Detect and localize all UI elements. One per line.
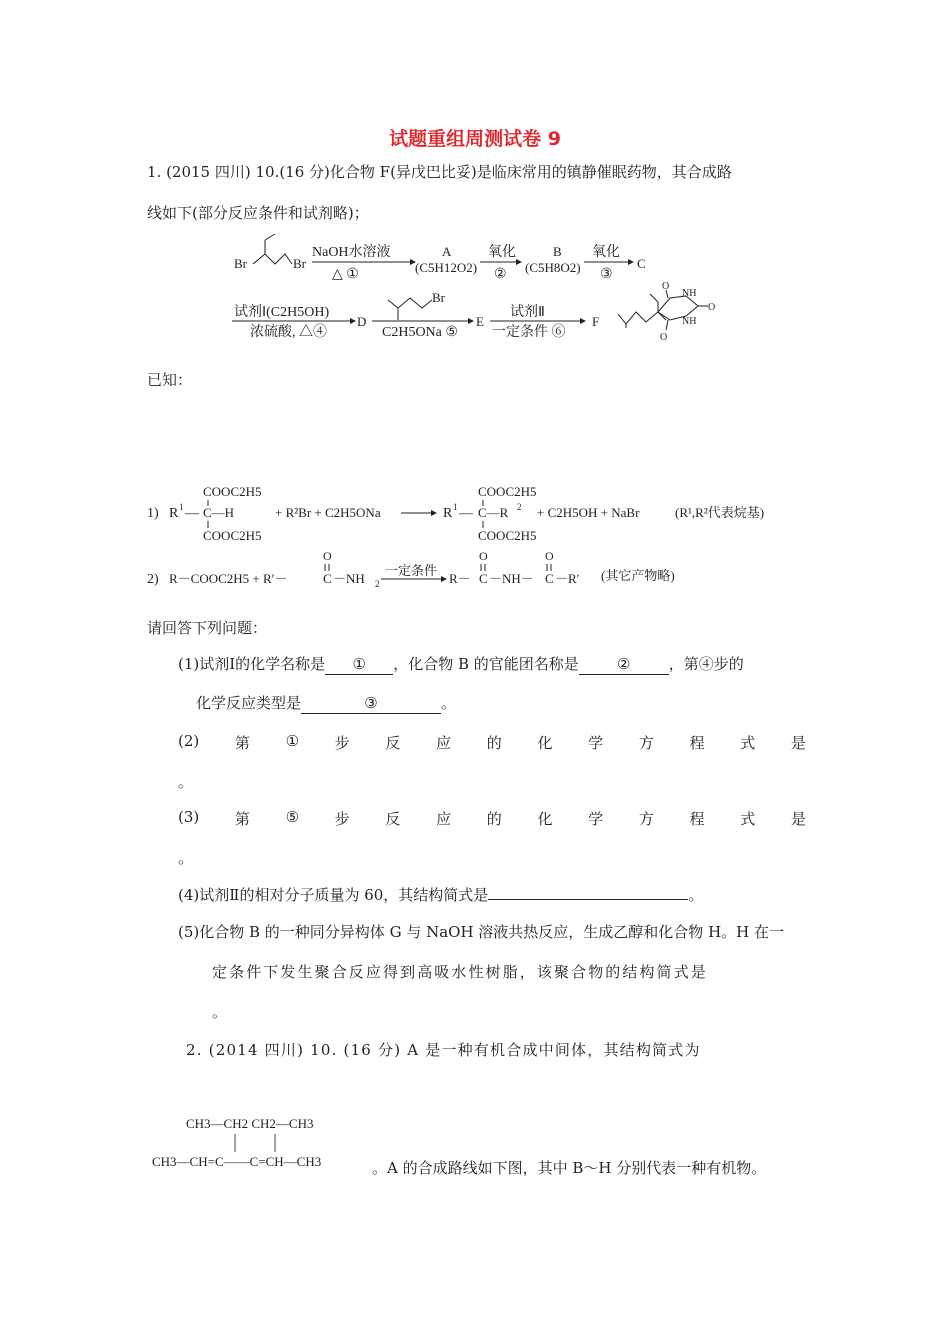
sub1-blank-1[interactable]: ① bbox=[325, 654, 393, 675]
q2-intro: 2. (2014 四川) 10. (16 分) A 是一种有机合成中间体，其结构简式为 bbox=[186, 1041, 701, 1059]
arrow3-top: 氧化 bbox=[592, 245, 620, 260]
arrow4-top: 试剂Ⅰ(C2H5OH) bbox=[234, 305, 330, 320]
rule2-oxygen-3: O bbox=[545, 549, 554, 563]
rule1-byproducts: + C2H5OH + NaBr bbox=[537, 505, 640, 520]
svg-text:2: 2 bbox=[517, 502, 522, 512]
rule2-product-mid: －NH－ bbox=[489, 571, 534, 586]
ring-o-bottom: O bbox=[660, 332, 668, 343]
rule2-oxygen-2: O bbox=[479, 549, 488, 563]
sub5-end: 。 bbox=[212, 1003, 228, 1021]
arrow1-bottom: △ ① bbox=[332, 267, 359, 282]
rule2-number: 2) bbox=[147, 572, 159, 587]
questions-prompt: 请回答下列问题： bbox=[147, 619, 268, 637]
ring-o-right: O bbox=[708, 302, 716, 313]
sub1-text-d: 化学反应类型是 bbox=[196, 694, 302, 712]
br-right: Br bbox=[293, 256, 306, 271]
sub-question-1-line2 bbox=[196, 693, 456, 714]
known-label: 已知： bbox=[147, 371, 193, 389]
sub-question-5-line2: 定条件下发生聚合反应得到高吸水性树脂，该聚合物的结构简式是 bbox=[212, 963, 708, 981]
rule1-product-top: COOC2H5 bbox=[478, 484, 537, 499]
q1-intro-line2: 线如下(部分反应条件和试剂略)； bbox=[147, 204, 369, 222]
sub2-end: 。 bbox=[178, 773, 194, 791]
rule1-middle: C—H bbox=[203, 505, 235, 520]
rule1-note: (R¹,R²代表烷基) bbox=[675, 505, 765, 520]
q1-intro-line1: 1. (2015 四川) 10.(16 分)化合物 F(异戊巴比妥)是临床常用的镇静催眠药物，其合成路 bbox=[147, 163, 732, 181]
arrow6-bottom: 一定条件 ⑥ bbox=[492, 325, 566, 340]
q2-structure-a bbox=[150, 1110, 375, 1175]
rule2-note: (其它产物略) bbox=[601, 568, 675, 583]
ring-o-top: O bbox=[662, 281, 670, 292]
arrow3-bottom: ③ bbox=[600, 267, 613, 282]
compound-a: A bbox=[442, 244, 452, 259]
compound-c: C bbox=[637, 256, 646, 271]
sub1-text-e: 。 bbox=[441, 694, 457, 712]
svg-text:2: 2 bbox=[375, 579, 380, 589]
sub1-blank-2[interactable]: ② bbox=[579, 654, 669, 675]
page-title: 试题重组周测试卷 9 bbox=[389, 128, 561, 150]
arrow5-br: Br bbox=[432, 290, 445, 305]
br-left: Br bbox=[234, 256, 247, 271]
compound-b: B bbox=[553, 244, 562, 259]
arrow4-bottom: 浓硫酸, △④ bbox=[250, 325, 327, 340]
known-rule-1 bbox=[145, 478, 805, 548]
rule1-top: COOC2H5 bbox=[203, 484, 262, 499]
arrow6-top: 试剂Ⅱ bbox=[510, 305, 545, 320]
compound-d: D bbox=[357, 314, 367, 329]
ring-nh-top: NH bbox=[682, 288, 697, 299]
sub4-blank[interactable] bbox=[488, 899, 688, 900]
rule1-product-r1: R bbox=[443, 506, 453, 521]
sub-question-2: (2) 第 ① 步 反 应 的 化 学 方 程 式 是 bbox=[178, 732, 806, 752]
rule1-bottom: COOC2H5 bbox=[203, 528, 262, 543]
rule2-condition: 一定条件 bbox=[385, 563, 438, 578]
rule2-amide-tail: －NH bbox=[333, 571, 365, 586]
rule2-left: R－COOC2H5 + R′－ bbox=[169, 571, 288, 586]
ring-nh-bottom: NH bbox=[682, 316, 697, 327]
rule2-product-start: R－ bbox=[449, 571, 471, 586]
q2-struct-top: CH3—CH2 CH2—CH3 bbox=[186, 1116, 314, 1131]
rule1-product-middle: C—R bbox=[478, 505, 509, 520]
sub-question-4 bbox=[178, 885, 703, 905]
compound-e: E bbox=[476, 314, 484, 329]
sub1-text-c: ，第④步的 bbox=[668, 655, 744, 673]
svg-text:—: — bbox=[459, 506, 473, 521]
rule2-oxygen-1: O bbox=[323, 549, 332, 563]
rule2-amide-c: C bbox=[323, 571, 332, 586]
dibromide-structure bbox=[253, 234, 292, 264]
compound-b-formula: (C5H8O2) bbox=[525, 260, 581, 275]
rule2-product-tail: －R′ bbox=[555, 571, 580, 586]
rule1-reagents: + R²Br + C2H5ONa bbox=[275, 505, 381, 520]
svg-text:1: 1 bbox=[453, 502, 458, 512]
arrow2-top: 氧化 bbox=[488, 245, 516, 260]
compound-a-formula: (C5H12O2) bbox=[415, 260, 478, 275]
sub1-blank-3[interactable]: ③ bbox=[301, 693, 441, 714]
sub3-end: 。 bbox=[178, 849, 194, 867]
sub4-end: 。 bbox=[688, 886, 704, 904]
arrow5-bottom: C2H5ONa ⑤ bbox=[382, 325, 458, 340]
sub4-text: (4)试剂Ⅱ的相对分子质量为 60，其结构简式是 bbox=[178, 886, 489, 904]
sub-question-3: (3) 第 ⑤ 步 反 应 的 化 学 方 程 式 是 bbox=[178, 808, 806, 828]
rule1-number: 1) bbox=[147, 506, 159, 521]
q2-struct-bottom: CH3—CH=C——C=CH—CH3 bbox=[152, 1154, 322, 1169]
compound-f: F bbox=[592, 314, 600, 329]
arrow2-bottom: ② bbox=[494, 267, 507, 282]
sub1-text-a: (1)试剂Ⅰ的化学名称是 bbox=[178, 655, 326, 673]
rule1-product-bottom: COOC2H5 bbox=[478, 528, 537, 543]
sub-question-5-line1: (5)化合物 B 的一种同分异构体 G 与 NaOH 溶液共热反应，生成乙醇和化合物 H。H 在一 bbox=[178, 923, 785, 941]
rule2-product-c2: C bbox=[545, 571, 554, 586]
q2-tail: 。A 的合成路线如下图，其中 B～H 分别代表一种有机物。 bbox=[372, 1159, 767, 1177]
synthesis-scheme bbox=[220, 232, 740, 347]
svg-text:1: 1 bbox=[179, 502, 184, 512]
isoamyl-bromide-structure bbox=[388, 298, 432, 320]
rule1-r1: R bbox=[169, 506, 179, 521]
sub1-text-b: ，化合物 B 的官能团名称是 bbox=[393, 655, 579, 673]
arrow1-top: NaOH水溶液 bbox=[312, 245, 391, 260]
known-rule-2 bbox=[145, 548, 805, 590]
svg-text:—: — bbox=[185, 506, 199, 521]
sub-question-1 bbox=[178, 654, 744, 675]
rule2-product-c1: C bbox=[479, 571, 488, 586]
